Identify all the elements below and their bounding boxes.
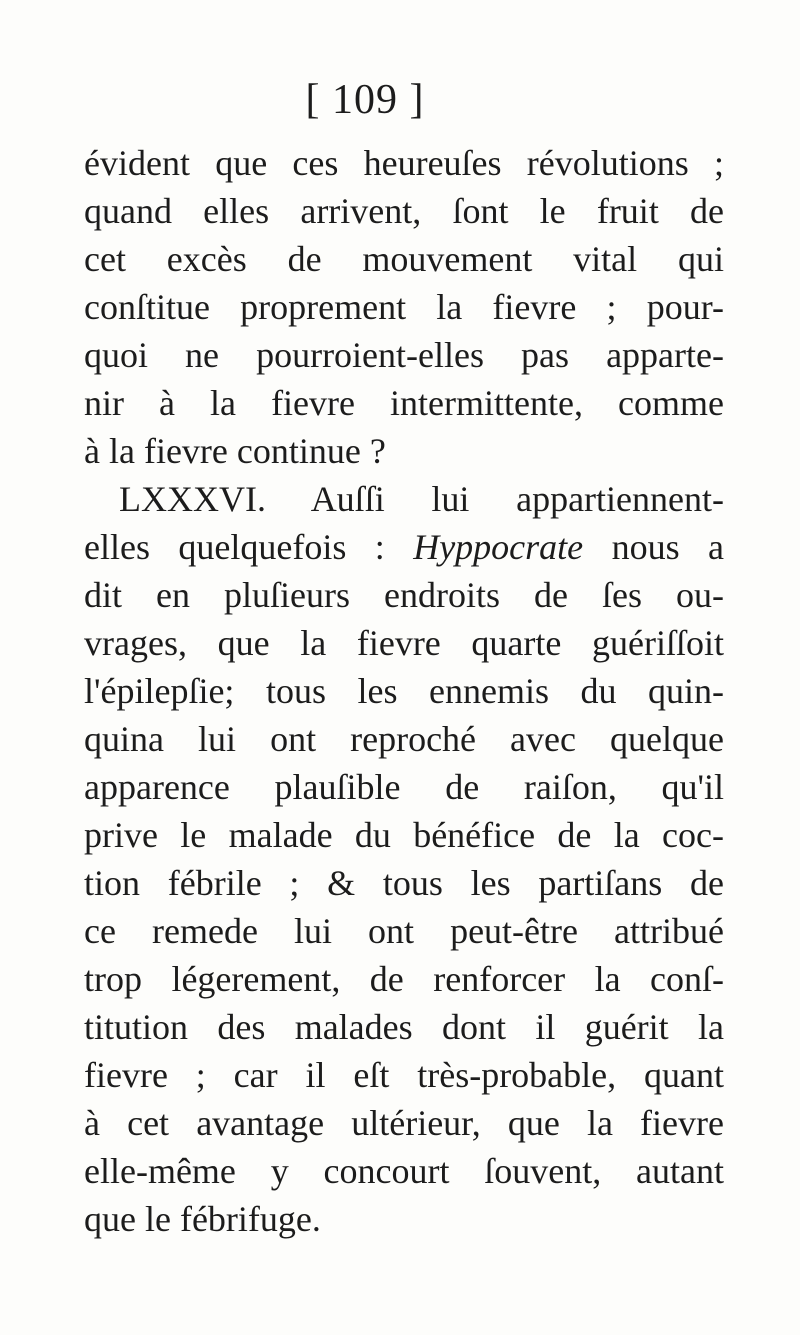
text-segment: elles quelquefois : <box>84 527 385 567</box>
text-line: nir à la fievre intermittente, comme <box>84 383 724 423</box>
text-line: vrages, que la fievre quarte guériſſoit <box>84 623 724 663</box>
text-line: cet excès de mouvement vital qui <box>84 239 724 279</box>
text-segment: nous a <box>611 527 724 567</box>
text-line: à cet avantage ultérieur, que la fievre <box>84 1103 724 1143</box>
text-line: l'épilepſie; tous les ennemis du quin- <box>84 671 724 711</box>
text-line: tion fébrile ; & tous les partiſans de <box>84 863 724 903</box>
text-line: prive le malade du bénéfice de la coc- <box>84 815 724 855</box>
text-line: fievre ; car il eſt très-probable, quant <box>84 1055 724 1095</box>
text-line: conſtitue proprement la fievre ; pour- <box>84 287 724 327</box>
page-number: [ 109 ] <box>305 77 425 123</box>
text-line: quina lui ont reproché avec quelque <box>84 719 724 759</box>
text-line: à la fievre continue ? <box>84 431 386 471</box>
body-text <box>84 139 724 1243</box>
text-line: ce remede lui ont peut-être attribué <box>84 911 724 951</box>
text-line: dit en pluſieurs endroits de ſes ou- <box>84 575 724 615</box>
text-line: quoi ne pourroient-elles pas apparte- <box>84 335 724 375</box>
text-line: apparence plauſible de raiſon, qu'il <box>84 767 724 807</box>
text-line: évident que ces heureuſes révolutions ; <box>84 143 724 183</box>
text-line: quand elles arrivent, ſont le fruit de <box>84 191 724 231</box>
italic-name: Hyppocrate <box>413 527 584 567</box>
text-line: elle-même y concourt ſouvent, autant <box>84 1151 724 1191</box>
text-line: que le fébrifuge. <box>84 1199 321 1239</box>
text-line: titution des malades dont il guérit la <box>84 1007 724 1047</box>
section-heading-line: LXXXVI. Auſſi lui appartiennent- <box>119 479 724 519</box>
text-line: trop légerement, de renforcer la conſ- <box>84 959 724 999</box>
text-line-with-italic <box>84 523 724 571</box>
